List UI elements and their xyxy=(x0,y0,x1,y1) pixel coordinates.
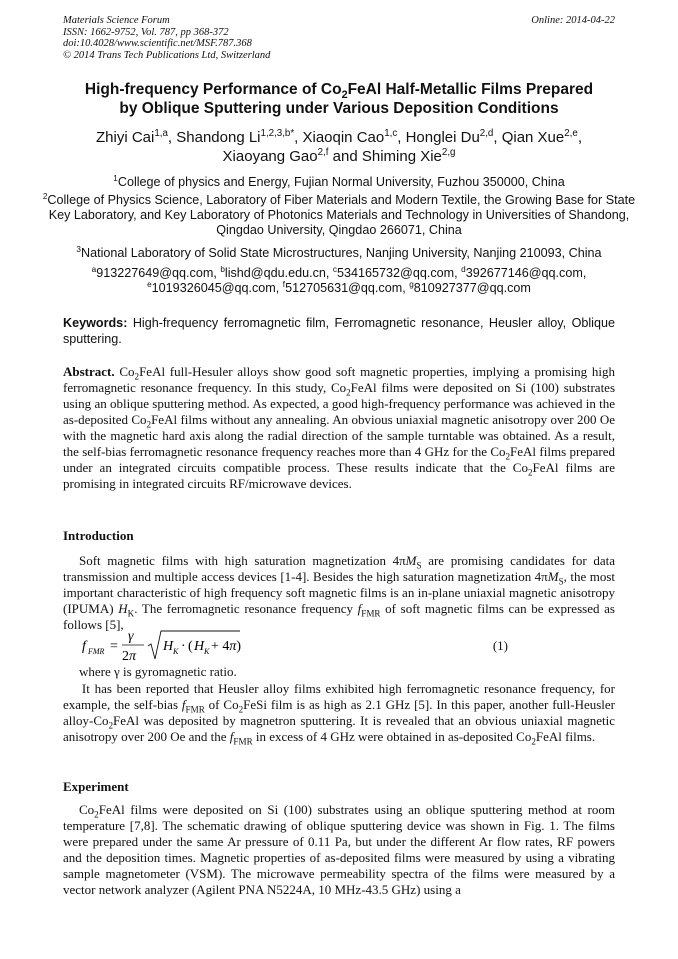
paper-title xyxy=(40,80,638,118)
authors-and: and xyxy=(332,148,358,165)
email-link[interactable]: 810927377@qq.com xyxy=(413,281,531,295)
svg-text:K: K xyxy=(204,647,210,656)
online-date: Online: 2014-04-22 xyxy=(531,15,615,26)
title-part: FeAl Half-Metallic Films Prepared xyxy=(347,81,594,98)
svg-text:2π: 2π xyxy=(122,649,137,664)
svg-text:H: H xyxy=(163,639,174,654)
paragraph: $Co_2FeAl$ films were deposited on Si (100) substrates using an oblique sputtering method at room temperature [7,8]. The schematic drawing of oblique sputtering device was shown in Fig. 1. The films were prepared under the same Ar pressure of 0.11 Pa, but under the different Ar flow rates, RF powers and the deposition times. Magnetic properties of as-deposited films were measured by using a vibrating sample magnetometer (VSM). The microwave permeability spectra of the films were measured by a vector network analyzer (Agilent PNA N5224A, 10 MHz-43.5 GHz) using a xyxy=(63,802,615,897)
title-part: High-frequency Performance of Co xyxy=(84,81,342,98)
abstract: Abstract. $Co_2FeAl$ full-Hesuler alloys show good soft magnetic properties, implying a promising high ferromagnetic resonance frequency. In this study, $Co_2FeAl$ films were deposited on Si (100) substrates using an oblique sputtering method. As expected, a good high-frequency performance was achieved in the as-deposited $Co_2FeAl$ films without any annealing. An obvious uniaxial magnetic anisotropy over 200 Oe with the magnetic hard axis along the radial direction of the sample turntable was obtained. As a result, the self-bias ferromagnetic resonance frequency reaches more than 4 GHz for the $Co_2FeAl$ films prepared under an integrated circuits compatible process. These results indicate that the $Co_2FeAl$ films are promising in integrated circuits RF/microwave devices. xyxy=(63,364,616,491)
author-list: Zhiyi Cai$^{1,a}$, Shandong $Li^{1,2,3,b*}$, Xiaoqin Cao$^{1,c}$, Honglei Du$^{2,d}$, Qian Xue$^{2,e}$, Xiaoyang Gao$^{2,f}$ and Shiming Xie$^{2,g}$ xyxy=(96,128,582,165)
section-heading: Experiment xyxy=(63,779,129,794)
issn: ISSN: 1662-9752, Vol. 787, pp 368-372 xyxy=(63,26,229,38)
email-link[interactable]: 534165732@qq.com, xyxy=(337,266,458,280)
svg-text:(: ( xyxy=(188,639,193,654)
author: Qian Xue$^{2,e}$ xyxy=(501,128,578,146)
svg-text:γ: γ xyxy=(128,629,134,644)
affiliation: $^2$College of Physics Science, Laboratory of Fiber Materials and Modern Textile, the Growing Base for State Key Laboratory, and Key Laboratory of Photonics Materials and Technology in Universities of Shandong, Qingdao University, Qingdao 266071, China xyxy=(42,191,636,237)
svg-text:·: · xyxy=(181,639,186,654)
svg-text:f: f xyxy=(82,639,86,654)
paragraph: Soft magnetic films with high saturation magnetization $4\pi M_S$ are promising candidates for data transmission and multiple access devices [1-4]. Besides the high saturation magnetization $4\pi M_S$, the most important characteristic of high frequency soft magnetic films is an in-plane uniaxial magnetic anisotropy (IPUMA) $H_K$. The ferromagnetic resonance frequency $f_{FMR}$ of soft magnetic films can be expressed as follows [5], xyxy=(63,553,616,632)
email-link[interactable]: 1019326045@qq.com, xyxy=(151,281,280,295)
email-link[interactable]: 392677146@qq.com, xyxy=(465,266,587,280)
affiliation: $^3$National Laboratory of Solid State Microstructures, Nanjing University, Nanjing 210093, China xyxy=(76,244,602,260)
keywords xyxy=(63,316,615,347)
equation-fmr xyxy=(80,626,530,664)
svg-text:FMR: FMR xyxy=(88,647,105,656)
author: Zhiyi Cai$^{1,a}$ xyxy=(96,128,168,146)
email-link[interactable]: lishd@qdu.edu.cn, xyxy=(224,266,330,280)
email-link[interactable]: 512705631@qq.com, xyxy=(285,281,406,295)
author: Shandong $Li^{1,2,3,b*}$ xyxy=(176,128,295,146)
paragraph: where γ is gyromagnetic ratio. xyxy=(79,664,237,679)
author: Honglei Du$^{2,d}$ xyxy=(405,128,494,146)
title-sub: 2 xyxy=(341,89,348,102)
email-list: $^a$913227649@qq.com, $^b$lishd@qdu.edu.cn, $^c$534165732@qq.com, $^d$392677146@qq.com, $^e$1019326045@qq.com, $^f$512705631@qq.com, $^g$810927377@qq.com xyxy=(91,264,587,295)
abstract-label: Abstract. xyxy=(63,364,115,379)
keywords-label: Keywords: xyxy=(63,316,128,330)
doi: doi:10.4028/www.scientific.net/MSF.787.368 xyxy=(63,38,252,50)
svg-text:+ 4π): + 4π) xyxy=(211,639,242,654)
author: Shiming Xie$^{2,g}$ xyxy=(361,147,456,165)
author: Xiaoyang Gao$^{2,f}$ xyxy=(222,147,329,165)
email-link[interactable]: 913227649@qq.com, xyxy=(96,266,217,280)
svg-text:K: K xyxy=(173,647,179,656)
section-heading: Introduction xyxy=(63,528,134,543)
svg-text:H: H xyxy=(194,639,205,654)
keywords-text: High-frequency ferromagnetic film, Ferromagnetic resonance, Heusler alloy, Oblique sputtering. xyxy=(63,316,615,346)
equation-number: (1) xyxy=(492,638,508,653)
author: Xiaoqin Cao$^{1,c}$ xyxy=(302,128,398,146)
copyright: © 2014 Trans Tech Publications Ltd, Switzerland xyxy=(63,49,271,61)
journal-name: Materials Science Forum xyxy=(63,15,170,26)
svg-text:=: = xyxy=(110,639,118,654)
title-part: by Oblique Sputtering under Various Deposition Conditions xyxy=(119,100,559,117)
affiliation: $^1$College of physics and Energy, Fujian Normal University, Fuzhou 350000, China xyxy=(113,173,565,189)
paragraph: It has been reported that Heusler alloy films exhibited high ferromagnetic resonance frequency, for example, the self-bias $f_{FMR}$ of $Co_2FeSi$ film is as high as 2.1 GHz [5]. In this paper, another full-Heusler alloy-$Co_2FeAl$ was deposited by magnetron sputtering. It is revealed that an obvious uniaxial magnetic anisotropy over 200 Oe and the $f_{FMR}$ in excess of 4 GHz were obtained in as-deposited $Co_2FeAl$ films. xyxy=(63,681,616,747)
journal-header xyxy=(63,15,270,61)
